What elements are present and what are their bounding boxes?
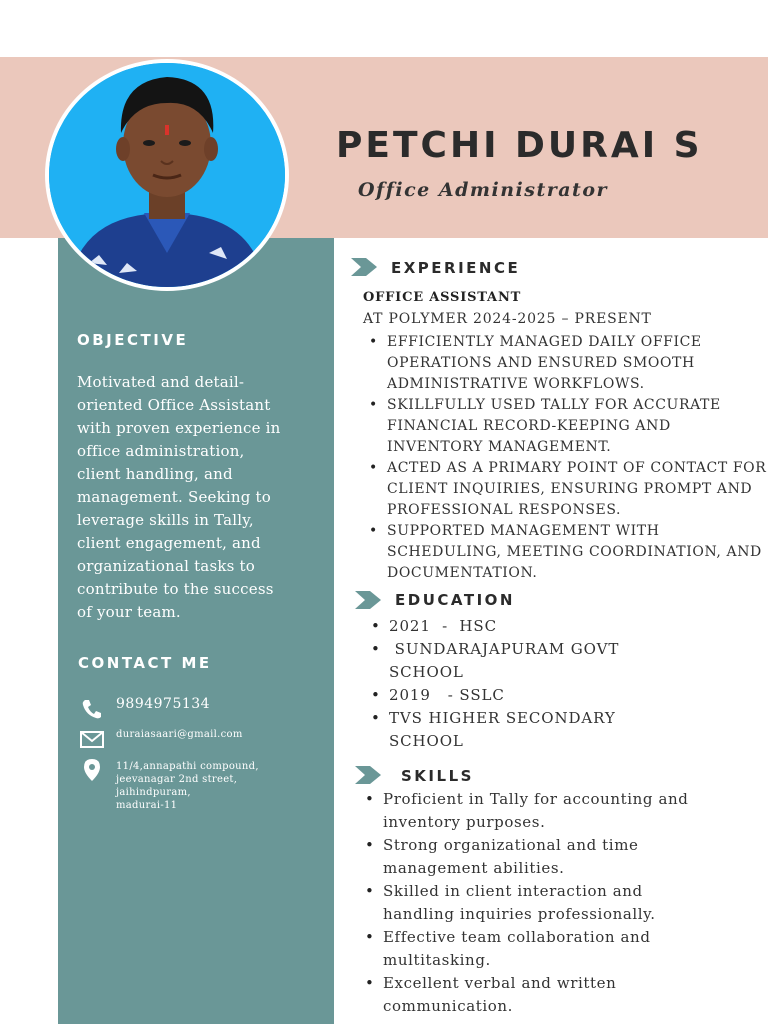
skill-item: • Proficient in Tally for accounting and inventory purposes. xyxy=(359,788,689,834)
job-title: OFFICE ASSISTANT xyxy=(363,290,522,305)
envelope-icon xyxy=(80,729,104,751)
address-line: 11/4,annapathi compound, xyxy=(116,761,259,772)
phone-icon xyxy=(80,698,104,720)
phone-number[interactable]: 9894975134 xyxy=(116,696,211,712)
person-portrait-icon xyxy=(49,63,285,287)
job-subtitle: AT POLYMER 2024-2025 – PRESENT xyxy=(363,311,652,327)
address-line: jaihindpuram, xyxy=(116,787,191,798)
objective-heading: OBJECTIVE xyxy=(77,331,189,349)
email-address[interactable]: duraiasaari@gmail.com xyxy=(116,729,243,740)
skill-item: • Skilled in client interaction and handling inquiries professionally. xyxy=(359,880,689,926)
skill-item: • Excellent verbal and written communication. xyxy=(359,972,689,1018)
experience-list xyxy=(363,332,768,584)
skill-item: • Strong organizational and time management abilities. xyxy=(359,834,689,880)
chevron-right-icon xyxy=(351,258,377,276)
candidate-title: Office Administrator xyxy=(358,179,609,201)
location-pin-icon xyxy=(80,758,104,782)
experience-item: • SKILLFULLY USED TALLY FOR ACCURATE FINANCIAL RECORD-KEEPING AND INVENTORY MANAGEMENT. xyxy=(363,395,768,458)
sidebar xyxy=(58,238,334,1024)
address-block xyxy=(116,760,259,812)
education-list xyxy=(365,615,625,753)
education-item: • TVS HIGHER SECONDARY SCHOOL xyxy=(365,707,625,753)
education-heading: EDUCATION xyxy=(395,591,515,609)
contact-heading: CONTACT ME xyxy=(78,654,212,672)
chevron-right-icon xyxy=(355,591,381,609)
skills-list xyxy=(359,788,689,1018)
objective-text: Motivated and detail-oriented Office Assistant with proven experience in office administration, client handling, and management. Seeking to leverage skills in Tally, client engagement, and organizational tasks to contribute to the success of your team. xyxy=(77,373,281,621)
skill-item: • Effective team collaboration and multitasking. xyxy=(359,926,689,972)
experience-item: • SUPPORTED MANAGEMENT WITH SCHEDULING, MEETING COORDINATION, AND DOCUMENTATION. xyxy=(363,521,768,584)
education-item: • SUNDARAJAPURAM GOVT SCHOOL xyxy=(365,638,625,684)
skills-heading: SKILLS xyxy=(401,767,474,785)
candidate-name: PETCHI DURAI S xyxy=(336,125,703,166)
address-line: jeevanagar 2nd street, xyxy=(116,774,238,785)
education-item: • 2019 - SSLC xyxy=(365,684,625,707)
education-item: • 2021 - HSC xyxy=(365,615,625,638)
experience-heading: EXPERIENCE xyxy=(391,259,521,277)
chevron-right-icon xyxy=(355,766,381,784)
profile-photo xyxy=(45,59,289,291)
experience-item: • ACTED AS A PRIMARY POINT OF CONTACT FOR CLIENT INQUIRIES, ENSURING PROMPT AND PROFESSIONAL RESPONSES. xyxy=(363,458,768,521)
experience-item: • EFFICIENTLY MANAGED DAILY OFFICE OPERATIONS AND ENSURED SMOOTH ADMINISTRATIVE WORKFLOWS. xyxy=(363,332,768,395)
address-line: madurai-11 xyxy=(116,800,178,811)
